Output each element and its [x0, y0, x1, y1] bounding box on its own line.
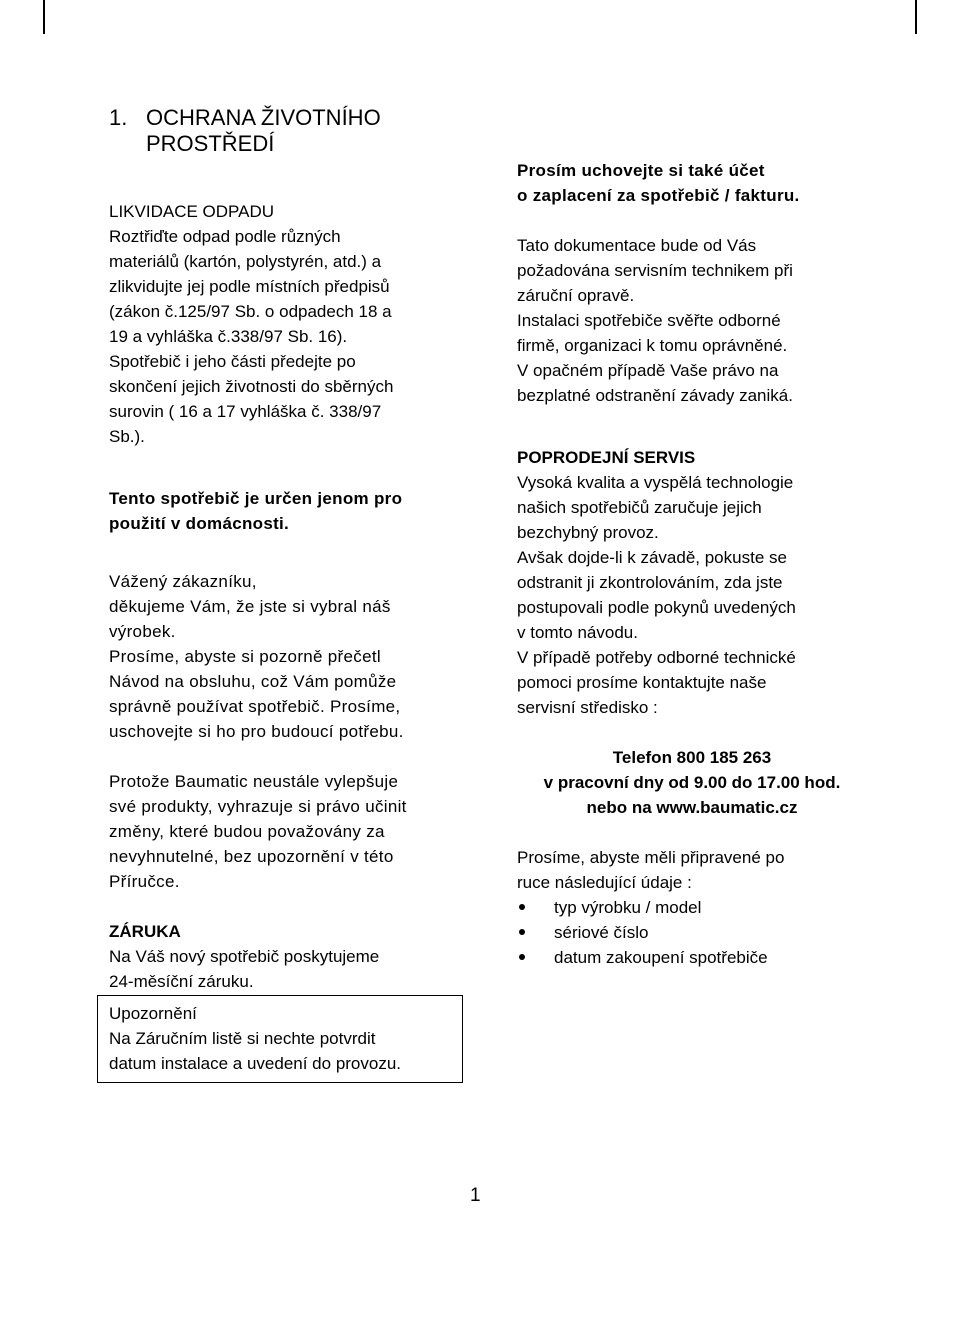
changes-line: Příručce.	[109, 872, 180, 891]
service-line: servisní středisko :	[517, 698, 658, 717]
greeting-line: Prosíme, abyste si pozorně přečetl	[109, 647, 381, 666]
receipt-line: firmě, organizaci k tomu oprávněné.	[517, 336, 788, 355]
waste-line: Spotřebič i jeho části předejte po	[109, 352, 356, 371]
section-title-line2: PROSTŘEDÍ	[146, 131, 275, 156]
receipt-line: záruční opravě.	[517, 286, 635, 305]
greeting-line: Návod na obsluhu, což Vám pomůže	[109, 672, 397, 691]
waste-heading: LIKVIDACE ODPADU	[109, 202, 275, 221]
greeting-line: děkujeme Vám, že jste si vybral náš	[109, 597, 391, 616]
service-phone: Telefon 800 185 263	[612, 748, 772, 767]
greeting-line: správně používat spotřebič. Prosíme,	[109, 697, 401, 716]
notice-line: Na Záručním listě si nechte potvrdit	[109, 1029, 376, 1048]
service-line: V případě potřeby odborné technické	[517, 648, 796, 667]
receipt-line: požadována servisním technikem při	[517, 261, 793, 280]
domestic-use-line: Tento spotřebič je určen jenom pro	[109, 489, 403, 508]
notice-heading: Upozornění	[109, 1004, 197, 1023]
service-line: postupovali podle pokynů uvedených	[517, 598, 796, 617]
service-line: pomoci prosíme kontaktujte naše	[517, 673, 767, 692]
receipt-line: V opačném případě Vaše právo na	[517, 361, 779, 380]
service-line: bezchybný provoz.	[517, 523, 659, 542]
crop-mark-left	[43, 0, 45, 34]
receipt-heading-line: Prosím uchovejte si také účet	[517, 161, 765, 180]
changes-line: změny, které budou považovány za	[109, 822, 385, 841]
service-line: v tomto návodu.	[517, 623, 638, 642]
receipt-heading-line: o zaplacení za spotřebič / fakturu.	[517, 186, 800, 205]
receipt-line: Instalaci spotřebiče svěřte odborné	[517, 311, 781, 330]
service-hours: v pracovní dny od 9.00 do 17.00 hod.	[543, 773, 841, 792]
warranty-heading: ZÁRUKA	[109, 922, 181, 941]
list-item: typ výrobku / model	[517, 895, 867, 920]
section-title-line1: OCHRANA ŽIVOTNÍHO	[146, 105, 381, 130]
waste-line: (zákon č.125/97 Sb. o odpadech 18 a	[109, 302, 392, 321]
notice-box	[97, 995, 463, 1083]
service-web: nebo na www.baumatic.cz	[586, 798, 798, 817]
left-column	[109, 105, 459, 994]
notice-line: datum instalace a uvedení do provozu.	[109, 1054, 402, 1073]
waste-line: 19 a vyhláška č.338/97 Sb. 16).	[109, 327, 348, 346]
greeting-line: uschovejte si ho pro budoucí potřebu.	[109, 722, 404, 741]
prepare-line: Prosíme, abyste měli připravené po	[517, 848, 785, 867]
waste-line: materiálů (kartón, polystyrén, atd.) a	[109, 252, 382, 271]
list-item: sériové číslo	[517, 920, 867, 945]
right-column	[517, 158, 867, 970]
prepare-line: ruce následující údaje :	[517, 873, 692, 892]
waste-line: skončení jejich životnosti do sběrných	[109, 377, 394, 396]
service-line: Avšak dojde-li k závadě, pokuste se	[517, 548, 787, 567]
page-number: 1	[470, 1185, 481, 1206]
required-info-list	[517, 895, 867, 970]
service-line: Vysoká kvalita a vyspělá technologie	[517, 473, 794, 492]
changes-line: nevyhnutelné, bez upozornění v této	[109, 847, 394, 866]
crop-mark-right	[915, 0, 917, 34]
list-item: datum zakoupení spotřebiče	[517, 945, 867, 970]
receipt-line: Tato dokumentace bude od Vás	[517, 236, 757, 255]
domestic-use-line: použití v domácnosti.	[109, 514, 290, 533]
section-number: 1.	[109, 105, 128, 130]
section-heading	[109, 105, 459, 157]
receipt-line: bezplatné odstranění závady zaniká.	[517, 386, 793, 405]
warranty-line: Na Váš nový spotřebič poskytujeme	[109, 947, 380, 966]
waste-line: Sb.).	[109, 427, 145, 446]
warranty-line: 24-měsíční záruku.	[109, 972, 254, 991]
waste-line: zlikvidujte jej podle místních předpisů	[109, 277, 390, 296]
waste-line: surovin ( 16 a 17 vyhláška č. 338/97	[109, 402, 382, 421]
service-line: našich spotřebičů zaručuje jejich	[517, 498, 762, 517]
greeting-salutation: Vážený zákazníku,	[109, 572, 257, 591]
changes-line: Protože Baumatic neustále vylepšuje	[109, 772, 399, 791]
service-line: odstranit ji zkontrolováním, zda jste	[517, 573, 783, 592]
greeting-line: výrobek.	[109, 622, 176, 641]
changes-line: své produkty, vyhrazuje si právo učinit	[109, 797, 407, 816]
waste-line: Roztřiďte odpad podle různých	[109, 227, 341, 246]
service-heading: POPRODEJNÍ SERVIS	[517, 448, 696, 467]
